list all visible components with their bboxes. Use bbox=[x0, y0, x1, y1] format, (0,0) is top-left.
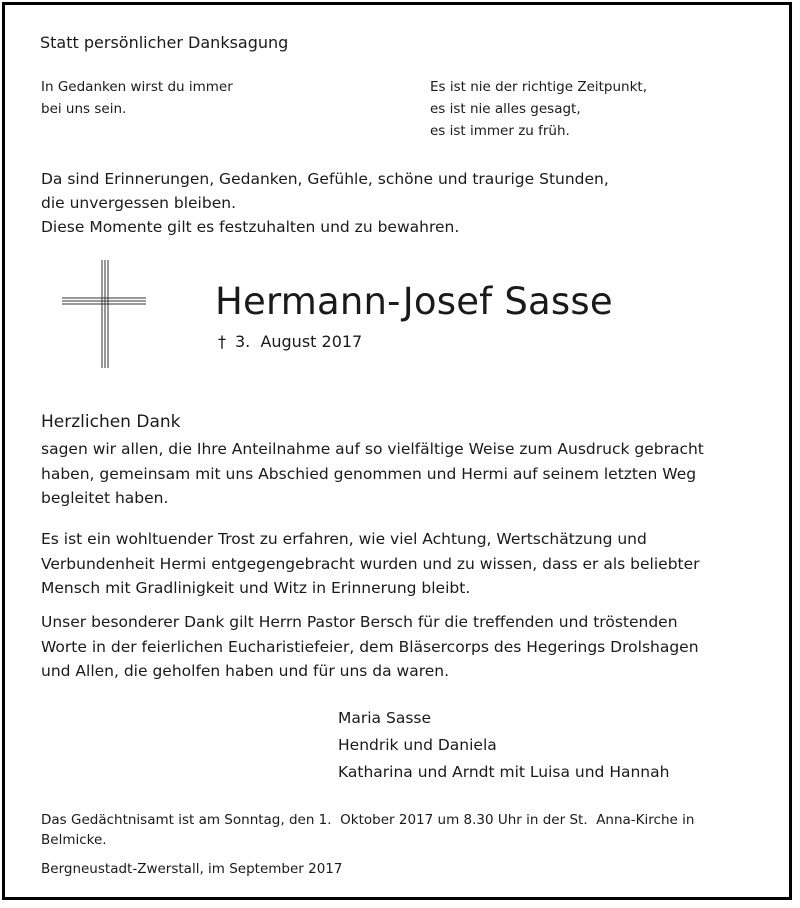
paragraph-line: begleitet haben. bbox=[41, 489, 169, 507]
paragraph-line: Es ist ein wohltuender Trost zu erfahren, wie viel Achtung, Wertschätzung und bbox=[41, 530, 647, 548]
poem-right-line: es ist nie alles gesagt, bbox=[430, 101, 581, 117]
notice-line: Belmicke. bbox=[41, 832, 107, 848]
poem-right-line: es ist immer zu früh. bbox=[430, 123, 570, 139]
intro-text bbox=[41, 167, 609, 239]
memorial-notice bbox=[41, 810, 694, 850]
poem-left-line: In Gedanken wirst du immer bbox=[41, 79, 233, 95]
place-date: Bergneustadt-Zwerstall, im September 2017 bbox=[41, 861, 343, 877]
thanks-paragraph-1 bbox=[41, 437, 771, 511]
poem-left-line: bei uns sein. bbox=[41, 101, 127, 117]
deceased-name: Hermann-Josef Sasse bbox=[215, 280, 613, 323]
thanks-paragraph-2 bbox=[41, 527, 771, 601]
signature-line: Hendrik und Daniela bbox=[338, 736, 497, 754]
dagger-symbol: † bbox=[218, 332, 226, 351]
paragraph-line: Worte in der feierlichen Eucharistiefeier, dem Bläsercorps des Hegerings Drolshagen bbox=[41, 637, 699, 656]
signature-line: Katharina und Arndt mit Luisa und Hannah bbox=[338, 763, 670, 781]
thanks-paragraph-3 bbox=[41, 610, 771, 684]
paragraph-line: sagen wir allen, die Ihre Anteilnahme auf so vielfältige Weise zum Ausdruck gebracht bbox=[41, 440, 704, 458]
poem-left bbox=[41, 76, 371, 120]
notice-line: Das Gedächtnisamt ist am Sonntag, den 1. Oktober 2017 um 8.30 Uhr in der St. Anna-Kirche in bbox=[41, 812, 695, 828]
poem-right-line: Es ist nie der richtige Zeitpunkt, bbox=[430, 79, 648, 95]
heading: Statt persönlicher Danksagung bbox=[40, 33, 289, 52]
intro-line: die unvergessen bleiben. bbox=[41, 194, 236, 212]
cross-icon bbox=[62, 260, 146, 368]
signatures bbox=[338, 705, 669, 786]
thanks-title: Herzlichen Dank bbox=[41, 412, 181, 432]
paragraph-line: und Allen, die geholfen haben und für uns da waren. bbox=[41, 662, 450, 680]
paragraph-line: haben, gemeinsam mit uns Abschied genommen und Hermi auf seinem letzten Weg bbox=[41, 464, 697, 483]
poem-right bbox=[430, 76, 760, 142]
intro-line: Da sind Erinnerungen, Gedanken, Gefühle, schöne und traurige Stunden, bbox=[41, 170, 609, 188]
intro-line: Diese Momente gilt es festzuhalten und zu bewahren. bbox=[41, 218, 460, 236]
paragraph-line: Unser besonderer Dank gilt Herrn Pastor Bersch für die treffenden und tröstenden bbox=[41, 613, 678, 631]
paragraph-line: Verbundenheit Hermi entgegengebracht wurden und zu wissen, dass er als beliebter bbox=[41, 554, 700, 573]
signature-line: Maria Sasse bbox=[338, 709, 431, 727]
death-date-text: 3. August 2017 bbox=[235, 332, 363, 351]
death-date bbox=[218, 332, 362, 351]
paragraph-line: Mensch mit Gradlinigkeit und Witz in Erinnerung bleibt. bbox=[41, 579, 471, 597]
